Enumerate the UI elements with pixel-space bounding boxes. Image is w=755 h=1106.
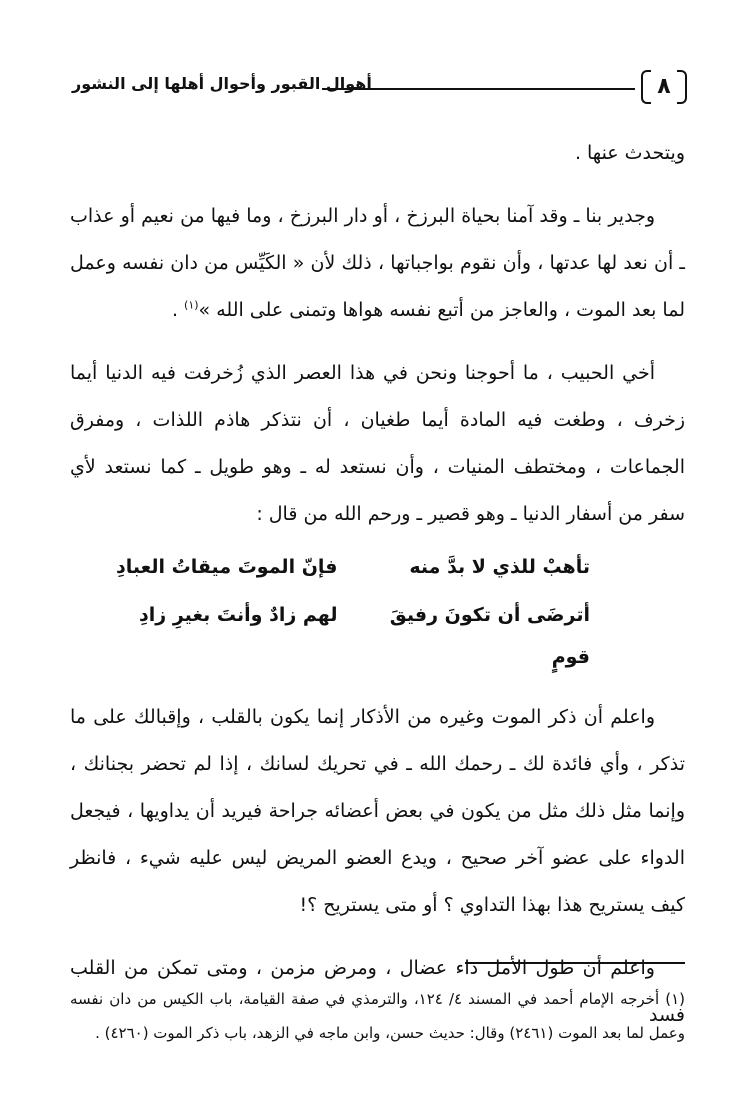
paragraph-end: . [171,299,185,321]
footnote-reference: (١) [184,298,199,312]
page-number: ٨ [641,66,687,106]
paragraph: أخي الحبيب ، ما أحوجنا ونحن في هذا العصر الذي زُخرفت فيه الدنيا أيما زخرف ، وطغت فيه المادة أيما طغيان ، أن نتذكر هاذم اللذات ، ومفرق الجماعات ، ومختطف المنيات ، وأن نستعد له ـ وهو طويل ـ كما نستعد لأي سفر من أسفار الدنيا ـ وهو قصير ـ ورحم الله من قال : [70,362,685,525]
footnote-rule [465,962,685,964]
body-text [70,130,685,1039]
poem-hemistich: فإنّ الموتَ ميقاتُ العبادِ [116,556,338,578]
running-header [72,66,687,110]
header-title: أهوال القبور وأحوال أهلها إلى النشور [72,74,372,93]
paragraph-continuation: ويتحدث عنها . [574,142,685,164]
paragraph: واعلم أن ذكر الموت وغيره من الأذكار إنما يكون بالقلب ، وإقبالك على ما تذكر ، وأي فائدة لك ـ رحمك الله ـ في تحريك لسانك ، إذا لم تحضر بجنانك ، وإنما مثل ذلك مثل من يكون في بعض أعضائه جراحة فيريد أن يداويها ، فيجعل الدواء على عضو آخر صحيح ، ويدع العضو المريض ليس عليه شيء ، فانظر كيف يستريح هذا بهذا التداوي ؟ أو متى يستريح ؟! [70,706,685,916]
poem [70,546,685,678]
poem-hemistich: تأهبْ للذي لا بدَّ منه [409,556,590,578]
poem-hemistich: لهم زادٌ وأنتَ بغيرِ زادِ [139,604,338,626]
footnotes [70,982,685,1050]
poem-hemistich: أترضَى أن تكونَ رفيقَ قومٍ [389,604,590,668]
paragraph [70,193,685,334]
paragraph-text: وجدير بنا ـ وقد آمنا بحياة البرزخ ، أو دار البرزخ ، وما فيها من نعيم أو عذاب ـ أن نعد لها عدتها ، وأن نقوم بواجباتها ، ذلك لأن « الكَيِّس من دان نفسه وعمل لما بعد الموت ، والعاجز من أتبع نفسه هواها وتمنى على الله » [70,205,685,321]
footnote: (١) أخرجه الإمام أحمد في المسند ٤/ ١٢٤، والترمذي في صفة القيامة، باب الكيس من دان نفسه وعمل لما بعد الموت (٢٤٦١) وقال: حديث حسن، وابن ماجه في الزهد، باب ذكر الموت (٤٢٦٠) . [70,990,685,1042]
paragraph: واعلم أن طول الأمل داء عضال ، ومرض مزمن ، ومتى تمكن من القلب فسد [70,957,685,1026]
